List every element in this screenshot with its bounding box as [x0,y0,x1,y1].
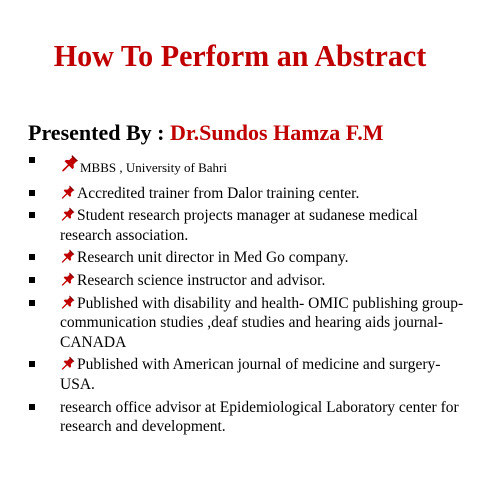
square-bullet-icon [29,157,35,163]
list-item [28,355,468,394]
list-item [28,184,468,204]
list-item [28,248,468,268]
square-bullet-icon [29,404,35,410]
list-item [28,271,468,291]
list-item-text: Published with disability and health- OMIC publishing group- communication studies ,deaf studies and hearing aids journal- CANADA [60,294,464,351]
pushpin-icon [60,206,76,222]
list-item [28,294,468,353]
slide-title: How To Perform an Abstract [53,38,427,73]
list-item-text: Research unit director in Med Go company. [77,249,349,267]
pushpin-icon [60,184,76,200]
presenter-label: Presented By : [28,120,170,145]
pushpin-icon [60,355,76,371]
list-item-text: Student research projects manager at sudanese medical research association. [60,207,418,244]
square-bullet-icon [29,212,35,218]
list-item-text: research office advisor at Epidemiological Laboratory center for research and development. [60,398,459,436]
list-item-text: Research science instructor and advisor. [77,272,326,290]
list-item-text: MBBS , University of Bahri [80,160,227,175]
square-bullet-icon [29,254,35,260]
pushpin-icon [60,294,76,310]
presenter-name: Dr.Sundos Hamza F.M [169,120,384,145]
bio-list [28,153,468,440]
pushpin-icon [60,248,76,264]
list-item-text: Accredited trainer from Dalor training center. [77,184,360,202]
square-bullet-icon [29,300,35,306]
pushpin-icon [60,153,80,173]
square-bullet-icon [29,361,35,367]
list-item [28,206,468,245]
pushpin-icon [60,271,76,287]
presenter-line [28,118,384,148]
list-item [28,153,468,178]
list-item-text: Published with American journal of medicine and surgery-USA. [60,356,441,393]
list-item [28,398,468,437]
square-bullet-icon [29,277,35,283]
square-bullet-icon [29,190,35,196]
